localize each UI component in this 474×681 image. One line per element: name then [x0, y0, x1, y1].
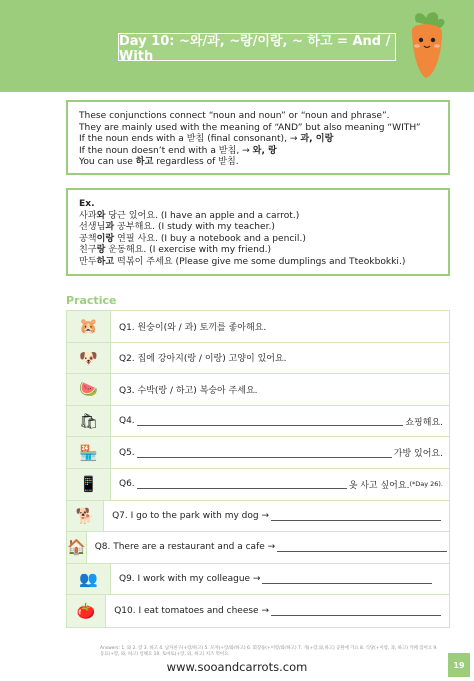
- question-text: Q3. 수박(랑 / 하고) 복숭아 주세요.: [119, 385, 258, 396]
- question-suffix: 옷 사고 싶어요.: [348, 480, 410, 491]
- website-url[interactable]: www.sooandcarrots.com: [166, 660, 308, 674]
- practice-icon-cell: [67, 469, 111, 500]
- practice-row: [67, 437, 449, 469]
- question-note: (*Day 26).: [409, 480, 443, 489]
- question-text: Q6.: [119, 479, 135, 490]
- explanation-line: [79, 157, 437, 169]
- practice-row: [67, 469, 449, 501]
- practice-icon-cell: [67, 406, 111, 437]
- answer-blank[interactable]: [137, 448, 392, 458]
- practice-row: [67, 532, 449, 564]
- question-text: Q2. 집에 강아지(랑 / 이랑) 고양이 있어요.: [119, 354, 287, 365]
- question-text: Q8. There are a restaurant and a cafe →: [94, 542, 276, 553]
- example-sentence: 만두하고 떡볶이 주세요 (Please give me some dumplings and Tteokbokki.): [79, 256, 406, 267]
- explanation-text: You can use: [79, 157, 136, 168]
- practice-table: [66, 310, 450, 628]
- practice-icon-cell: [67, 374, 111, 405]
- example-sentence: 사과와 당근 있어요. (I have an apple and a carrot.): [79, 210, 300, 221]
- explanation-text: If the noun doesn’t end with a 받침, →: [79, 145, 253, 156]
- practice-icon-cell: [67, 437, 111, 468]
- practice-icon-cell: [67, 343, 111, 374]
- answer-blank[interactable]: [262, 574, 432, 584]
- practice-title: Practice: [66, 294, 117, 307]
- question-text: Q1. 원숭이(와 / 과) 토끼를 좋아해요.: [119, 322, 267, 333]
- answer-key: Answers: 1. 와 2. 랑 3. 하고 4. 남자친구(+랑/하고) 5. 모자(+랑/와/하고) 6. 회장품(+이랑/와/하고) 7. 개(+랑,와,하고) 공원에 가요 8. 식당(+이랑, 과, 하고) 카페 있어요 9. 동료(+랑, 와, 하고) 일해요 10. 토마토(+랑, 와, 하고) 치즈 먹어요.: [100, 646, 438, 657]
- explanation-line: [79, 146, 437, 158]
- question-text: Q4.: [119, 416, 135, 427]
- tomato-cheese-icon: 🍅: [76, 602, 96, 621]
- phone-shirt-icon: 📱: [79, 475, 98, 494]
- practice-question: [87, 532, 456, 563]
- practice-question: [111, 406, 449, 437]
- question-text: Q9. I work with my colleague →: [119, 574, 261, 585]
- explanation-text: If the noun ends with a 받침 (final consonant), →: [79, 134, 301, 145]
- practice-icon-cell: [67, 564, 111, 595]
- question-suffix: 가방 있어요.: [393, 449, 443, 460]
- practice-question: [111, 437, 449, 468]
- practice-icon-cell: [67, 595, 106, 627]
- example-sentence: 친구랑 운동해요. (I exercise with my friend.): [79, 245, 272, 256]
- answer-blank[interactable]: [137, 479, 347, 489]
- carrot-mascot-icon: [402, 8, 452, 82]
- examples-box: [66, 188, 450, 276]
- practice-question: [111, 311, 449, 342]
- explanation-bold: 와, 랑: [252, 145, 277, 156]
- practice-icon-cell: [67, 311, 111, 342]
- answer-blank[interactable]: [271, 511, 441, 521]
- answer-blank[interactable]: [271, 606, 441, 616]
- practice-icon-cell: [67, 501, 104, 532]
- question-suffix: 쇼핑해요.: [405, 417, 443, 428]
- practice-row: [67, 406, 449, 438]
- question-text: Q7. I go to the park with my dog →: [112, 510, 269, 521]
- page-title: Day 10: ~와/과, ~랑/이랑, ~ 하고 = And / With: [118, 33, 396, 61]
- practice-row: [67, 343, 449, 375]
- explanation-bold: 과, 이랑: [300, 134, 334, 145]
- person-dog-icon: 🐕: [75, 506, 95, 525]
- explanation-box: [66, 100, 450, 175]
- watermelon-peach-icon: 🍉: [79, 380, 98, 399]
- practice-row: [67, 374, 449, 406]
- answer-blank[interactable]: [277, 542, 447, 552]
- practice-question: [111, 374, 449, 405]
- explanation-text: regardless of 받침.: [153, 157, 239, 168]
- practice-question: [111, 469, 449, 500]
- practice-question: [111, 564, 449, 595]
- practice-icon-cell: [67, 532, 87, 563]
- explanation-line: [79, 134, 437, 146]
- store-icon: 🏪: [79, 443, 98, 462]
- shopping-person-icon: 🛍: [78, 412, 99, 431]
- practice-question: [104, 501, 449, 532]
- explanation-line: These conjunctions connect “noun and noun” or “noun and phrase”.: [79, 111, 390, 121]
- dog-cat-icon: 🐶: [79, 348, 98, 367]
- hamster-rabbit-icon: 🐹: [79, 317, 98, 336]
- practice-row: [67, 311, 449, 343]
- question-text: Q5.: [119, 447, 135, 458]
- question-text: Q10. I eat tomatoes and cheese →: [114, 606, 269, 617]
- answer-blank[interactable]: [137, 416, 404, 426]
- restaurant-cafe-icon: 🏠: [67, 538, 86, 557]
- page-number: 19: [448, 653, 470, 677]
- example-sentence: 공책이랑 연필 사요. (I buy a notebook and a pencil.): [79, 233, 306, 244]
- practice-row: [67, 501, 449, 533]
- example-sentence: 선생님과 공부해요. (I study with my teacher.): [79, 222, 275, 233]
- coworkers-icon: 👥: [79, 570, 98, 589]
- examples-label: Ex.: [79, 199, 95, 209]
- practice-question: [111, 343, 449, 374]
- explanation-line: They are mainly used with the meaning of “AND” but also meaning “WITH”: [79, 122, 421, 133]
- practice-question: [106, 595, 449, 627]
- practice-row: [67, 595, 449, 627]
- practice-row: [67, 564, 449, 596]
- explanation-bold: 하고: [135, 157, 154, 168]
